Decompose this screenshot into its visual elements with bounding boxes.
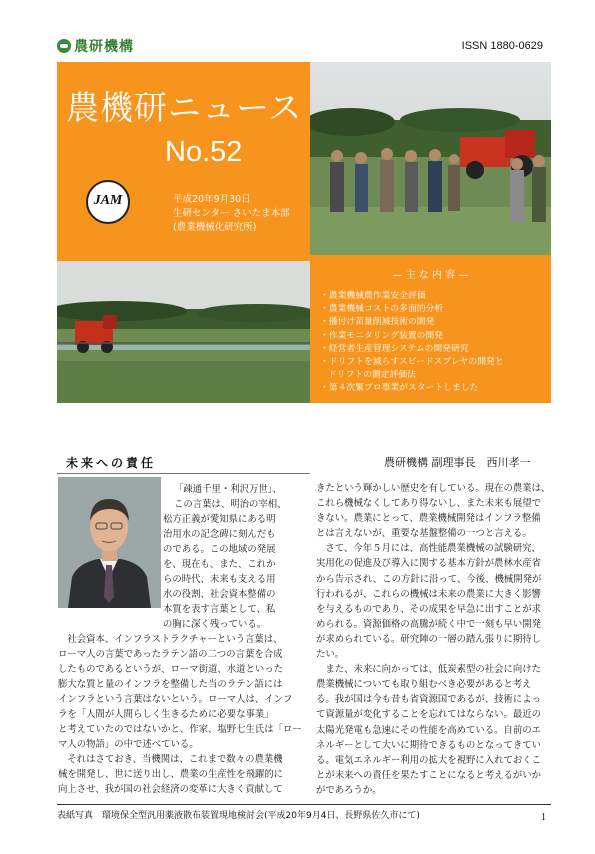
newsletter-title: 農機研ニュース: [66, 88, 303, 127]
publisher-name: 生研センター さいたま本部: [173, 208, 290, 219]
text-line: る。電気エネルギー利用の拡大を視野に入れておくこ: [316, 754, 542, 766]
text-line: それはさておき、当機関は、これまで数々の農業機: [58, 754, 283, 765]
cover-photo-caption: 表紙写真 環境保全型汎用薬液散布装置現地検討会(平成20年9月4日、長野県佐久市にて): [57, 811, 420, 821]
text-line: きない。農業にとって、農業機械開発はインフラ整備: [316, 513, 541, 525]
author-portrait: [58, 477, 161, 608]
text-line: 太陽光発電も急速にその性能を高めている。自前のエ: [316, 724, 542, 736]
text-line: る。我が国は今も昔も省資源国であるが、技術によっ: [316, 694, 542, 706]
article-author: 農研機構 副理事長 西川孝一: [384, 456, 531, 469]
text-line: を、現在も、また、これか: [163, 559, 276, 570]
contents-item: ・作業モニタリング装置の開発: [320, 330, 443, 341]
text-line: 実用化の促進及び導入に関する基本方針が農林水産省: [316, 558, 542, 570]
text-line: 本質を表す言葉として、私: [163, 604, 276, 615]
jam-logo-icon: [86, 180, 130, 224]
text-line: これら機械なくしてあり得ないし、また未来も展望で: [316, 498, 542, 510]
text-line: マ人の物語」の中で述べている。: [58, 739, 199, 750]
text-line: 水の役割、社会資本整備の: [163, 589, 276, 600]
text-line: 「疎通千里・利沢万世」、: [174, 484, 282, 495]
contents-item: ・ドリフトを減らすスピードスプレヤの開発と: [320, 357, 504, 368]
text-line: ローマ人の言葉であったラテン語の二つの言葉を合成: [58, 649, 283, 660]
publication-date: 平成20年9月30日: [173, 194, 251, 205]
text-line: 向上させ、我が国の社会経済の変革に大きく貢献して: [58, 784, 283, 795]
text-line: たい。: [316, 649, 345, 661]
contents-item: ・農業機械農作業安全評価: [320, 291, 426, 301]
contents-item: ・第４次緊プロ事業がスタートしました: [320, 383, 479, 394]
cover-photo-sprayer: [57, 261, 310, 403]
contents-heading: — 主 な 内 容 —: [392, 270, 469, 281]
text-line: められる。資源価格の高騰が続く中で一刻も早い開発: [316, 618, 542, 630]
issn-number: ISSN 1880-0629: [461, 40, 543, 52]
text-line: を与えるものであり、その成果を早急に出すことが求: [316, 603, 542, 615]
jam-logo-text: JAM: [93, 193, 123, 208]
text-line: また、未来に向かっては、低炭素型の社会に向けた: [316, 664, 542, 676]
issue-number: No.52: [165, 136, 243, 168]
footer-divider: [57, 804, 551, 805]
text-line: ラを「人間が人間らしく生きるために必要な事業」: [58, 709, 274, 720]
text-line: らの時代、未来も支える用: [163, 574, 276, 585]
text-line: ネルギーとして大いに期待できるものとなってきてい: [316, 739, 542, 751]
text-line: とが未来への責任を果たすことになると考えるがいか: [316, 769, 542, 781]
text-line: したものであるというが、ローマ街道、水道といった: [58, 664, 284, 675]
text-line: さて、今年５月には、高性能農業機械の試験研究、: [316, 543, 541, 555]
text-line: インフラという言葉はないという。ローマ人は、インフ: [58, 694, 293, 705]
text-line: 膨大な質と量のインフラを整備した当のラテン語には: [58, 679, 283, 690]
text-line: 農業機械についても取り組むべき必要があると考え: [316, 679, 532, 691]
title-divider: [57, 473, 310, 474]
page-number: 1: [541, 812, 546, 823]
text-line: 行われるが、これらの機械は未来の農業に大きく影響: [316, 588, 542, 600]
text-line: 械を開発し、世に送り出し、農業の生産性を飛躍的に: [58, 769, 284, 780]
publisher-subname: (農業機械化研究所): [173, 222, 257, 233]
publication-info: [173, 193, 290, 235]
text-line: 治用水の記念碑に刻んだも: [163, 529, 276, 540]
text-line: きたという輝かしい歴史を有している。現在の農業は、: [316, 483, 551, 494]
contents-item: ・経営者生産管理システムの開発研究: [320, 343, 469, 354]
text-line: とは言えないが、重要な基盤整備の一つと言える。: [316, 528, 532, 540]
text-line: が求められている。研究陣の一層の踏ん張りに期待し: [316, 633, 542, 645]
logo-mark-icon: [57, 39, 71, 53]
text-line: て資源量が変化することを忘れてはならない。最近の: [316, 709, 542, 721]
text-line: の胸に深く残っている。: [163, 619, 267, 630]
contents-list: [320, 290, 504, 396]
contents-item: ・農業機械コストの多面的分析: [320, 304, 444, 315]
text-line: がであろうか。: [316, 784, 382, 796]
cover-photo-demonstration: [310, 62, 551, 255]
text-line: と考えていたのではないかと、作家、塩野七生氏は「ロー: [58, 724, 302, 735]
contents-item: ・播付け苗量削減技術の開発: [320, 317, 435, 328]
text-line: のである。この地域の発展: [163, 544, 276, 555]
text-line: 社会資本、インフラストラクチャーという言葉は、: [58, 634, 283, 645]
article-body-right: [316, 481, 550, 798]
article-title: 未来への責任: [66, 456, 157, 470]
text-line: この言葉は、明治の宰相、: [174, 499, 287, 510]
logo-text: 農研機構: [74, 39, 134, 55]
text-line: 松方正義が愛知県にある明: [163, 514, 276, 525]
organization-logo: [57, 36, 134, 56]
contents-item: ドリフトの測定評価法: [328, 370, 416, 381]
text-line: から告示され、この方針に沿って、今後、機械開発が: [316, 573, 542, 585]
